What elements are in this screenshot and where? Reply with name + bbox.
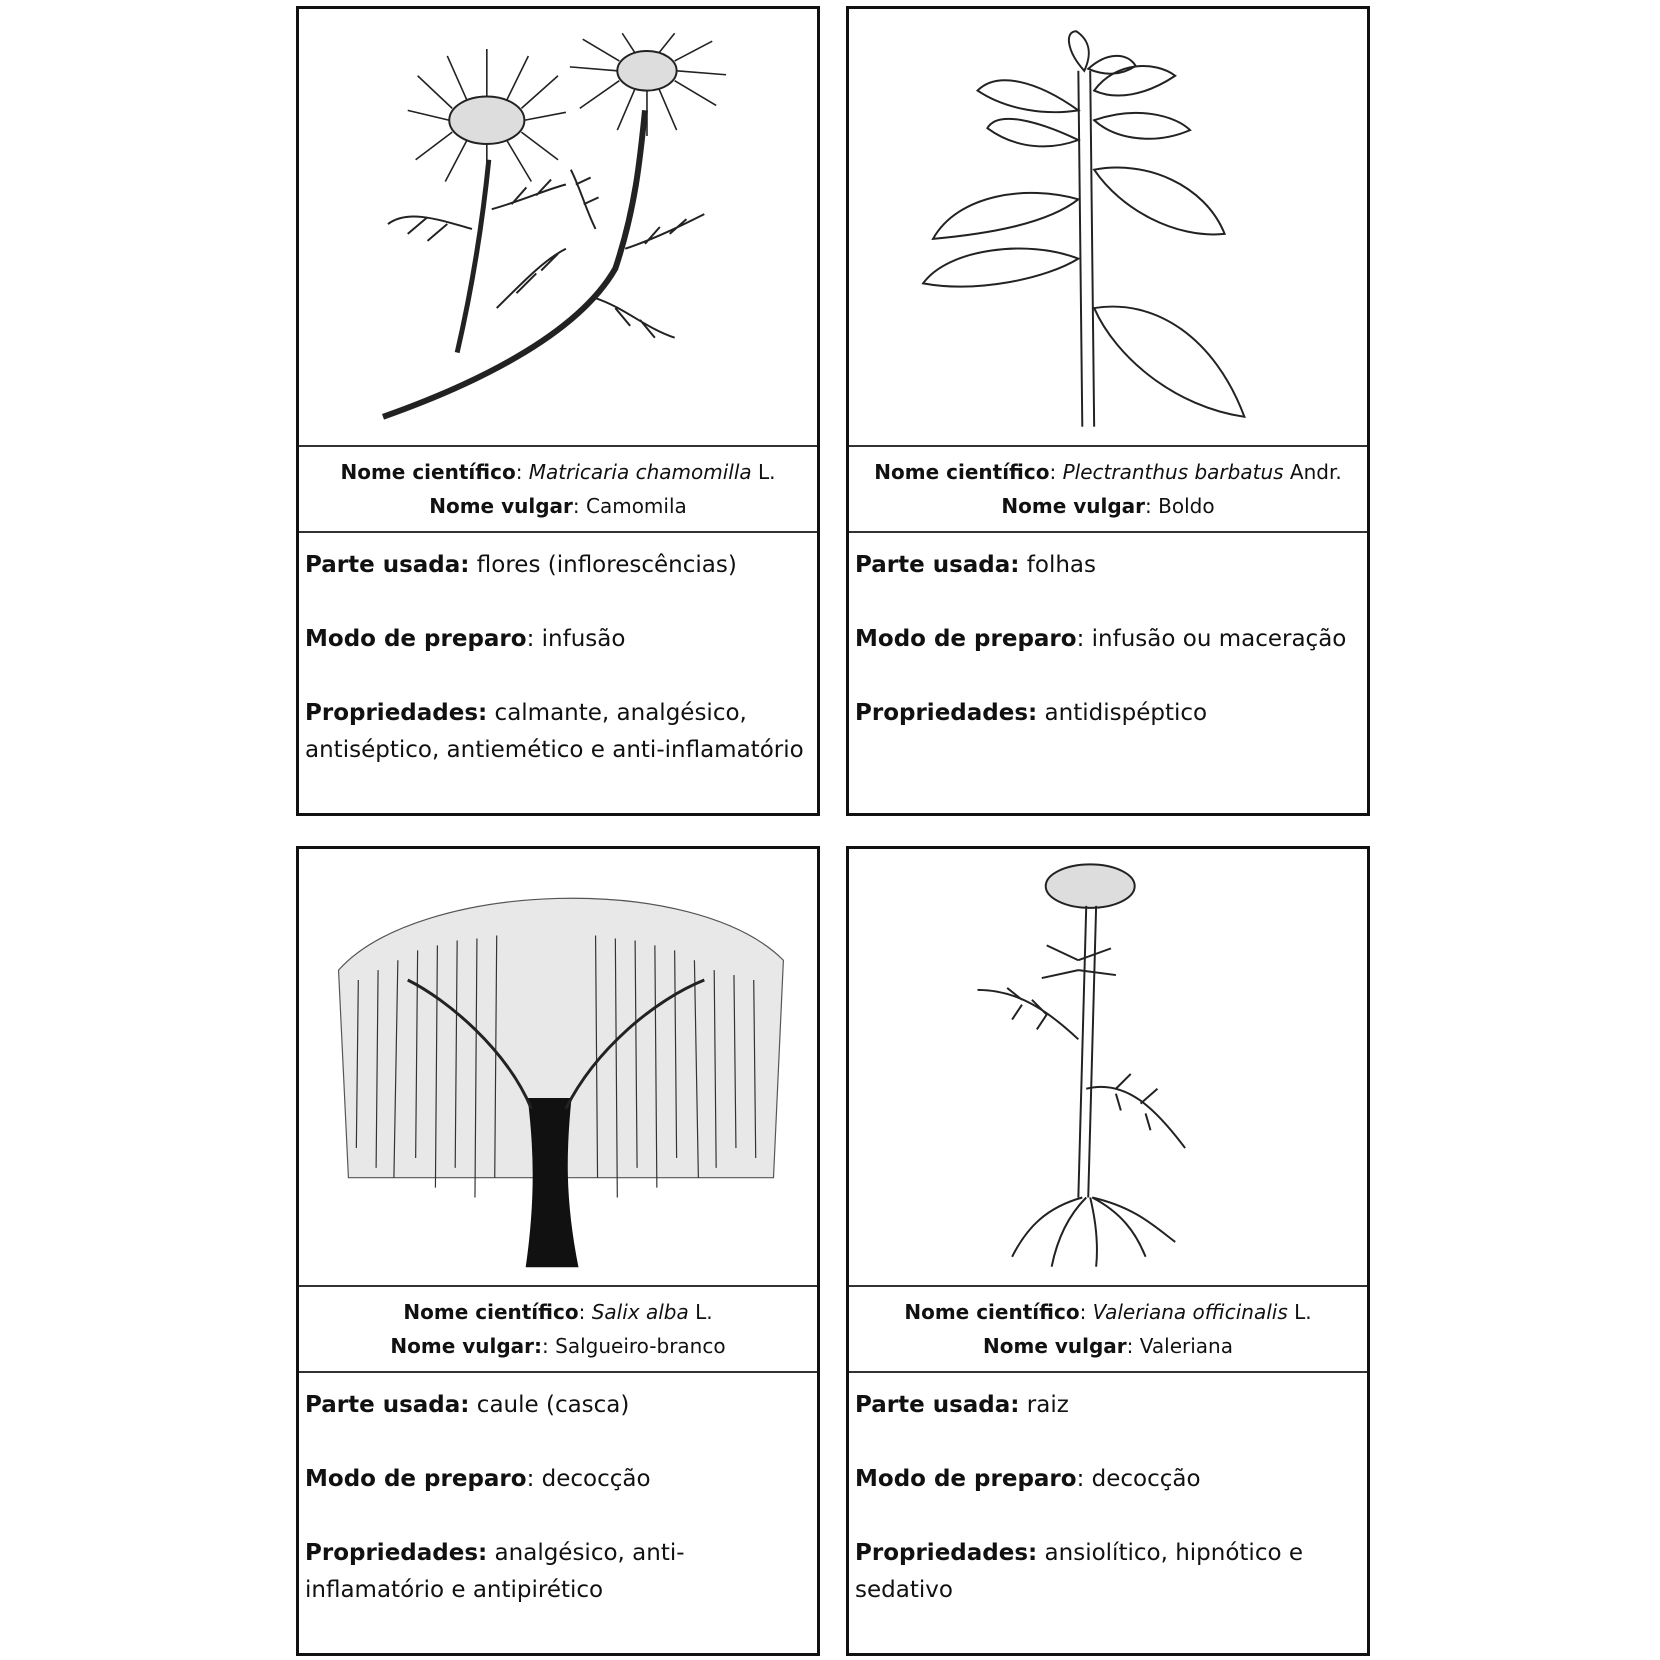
preparation: Modo de preparo: decocção: [855, 1466, 1201, 1492]
preparation: Modo de preparo: infusão ou maceração: [855, 626, 1347, 652]
chamomile-illustration: [299, 9, 817, 447]
scientific-name: Nome científico: Valeriana officinalis L.: [904, 1300, 1312, 1324]
info-block: [849, 535, 1367, 769]
name-block: [849, 1285, 1367, 1373]
properties: Propriedades: ansiolítico, hipnótico e sedativo: [855, 1540, 1303, 1603]
name-block: [299, 445, 817, 533]
common-name: Nome vulgar:: Salgueiro-branco: [390, 1334, 726, 1358]
part-used: Parte usada: folhas: [855, 552, 1097, 578]
info-block: [849, 1375, 1367, 1646]
name-block: [849, 445, 1367, 533]
common-name: Nome vulgar: Boldo: [1001, 494, 1215, 518]
info-block: [299, 535, 817, 806]
plant-card-boldo: [846, 6, 1370, 816]
properties: Propriedades: analgésico, anti-inflamatório e antipirético: [305, 1540, 685, 1603]
name-block: [299, 1285, 817, 1373]
scientific-name: Nome científico: Matricaria chamomilla L.: [340, 460, 776, 484]
plant-card-valeriana: [846, 846, 1370, 1656]
properties: Propriedades: antidispéptico: [855, 700, 1208, 726]
part-used: Parte usada: caule (casca): [305, 1392, 630, 1418]
scientific-name: Nome científico: Salix alba L.: [403, 1300, 713, 1324]
common-name: Nome vulgar: Camomila: [429, 494, 687, 518]
scientific-name: Nome científico: Plectranthus barbatus Andr.: [874, 460, 1342, 484]
part-used: Parte usada: flores (inflorescências): [305, 552, 737, 578]
plant-card-camomila: [296, 6, 820, 816]
valerian-illustration: [849, 849, 1367, 1287]
info-block: [299, 1375, 817, 1646]
plant-card-salgueiro: [296, 846, 820, 1656]
properties: Propriedades: calmante, analgésico, antiséptico, antiemético e anti-inflamatório: [305, 700, 804, 763]
common-name: Nome vulgar: Valeriana: [983, 1334, 1233, 1358]
boldo-illustration: [849, 9, 1367, 447]
part-used: Parte usada: raiz: [855, 1392, 1069, 1418]
preparation: Modo de preparo: infusão: [305, 626, 626, 652]
willow-illustration: [299, 849, 817, 1287]
preparation: Modo de preparo: decocção: [305, 1466, 651, 1492]
